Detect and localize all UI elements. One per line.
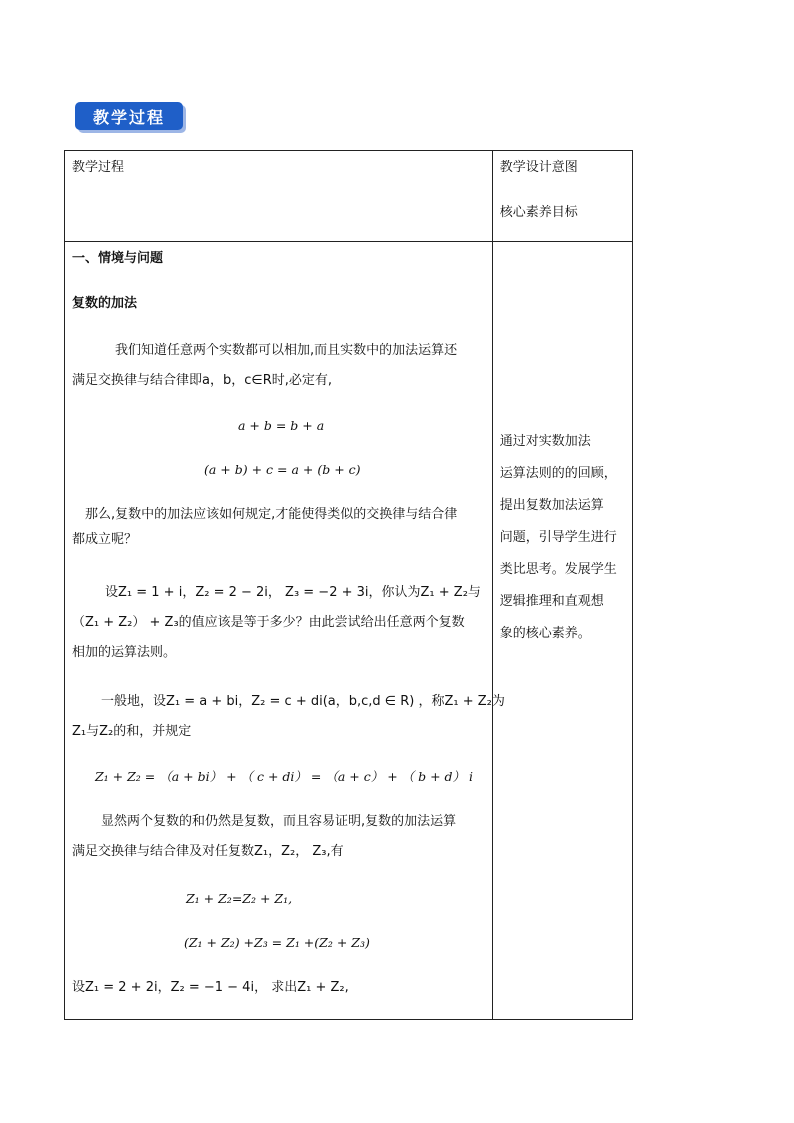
paragraph-3-line-2: （Z₁ + Z₂） + Z₃的值应该是等于多少？由此尝试给出任意两个复数 — [72, 615, 465, 630]
design-intent-line: 象的核心素养。 — [499, 626, 591, 641]
header-main-label: 教学过程 — [72, 160, 125, 175]
equation-complex-commutative: Z₁ + Z₂=Z₂ + Z₁, — [186, 891, 293, 906]
section-badge: 教学过程 — [75, 102, 183, 130]
equation-commutative: a + b = b + a — [238, 418, 325, 433]
equation-complex-associative: (Z₁ + Z₂) +Z₃ = Z₁ +(Z₂ + Z₃) — [184, 935, 370, 950]
header-main-cell — [65, 151, 493, 242]
table-header-row — [65, 151, 633, 242]
paragraph-2-line-2: 都成立呢？ — [72, 532, 138, 547]
paragraph-4-line-2: Z₁与Z₂的和，并规定 — [72, 724, 192, 739]
body-main-cell — [65, 242, 505, 1020]
paragraph-5-line-2: 满足交换律与结合律及对任复数Z₁，Z₂， Z₃,有 — [72, 844, 344, 859]
paragraph-5-line-1: 显然两个复数的和仍然是复数，而且容易证明,复数的加法运算 — [101, 814, 457, 829]
design-intent-line: 逻辑推理和直观想 — [499, 594, 604, 609]
paragraph-6: 设Z₁ = 2 + 2i，Z₂ = −1 − 4i， 求出Z₁ + Z₂, — [72, 980, 349, 995]
paragraph-2-line-1: 那么,复数中的加法应该如何规定,才能使得类似的交换律与结合律 — [85, 507, 458, 522]
equation-addition-rule: Z₁ + Z₂ = （a + bi） + （ c + di） = （a + c） + （ b + d） i — [95, 769, 474, 784]
design-intent-line: 提出复数加法运算 — [499, 498, 604, 513]
paragraph-3-line-3: 相加的运算法则。 — [72, 645, 177, 660]
lesson-table — [64, 150, 633, 1020]
paragraph-1-line-2: 满足交换律与结合律即a，b，c∈R时,必定有, — [72, 373, 332, 388]
table-body-row — [65, 242, 633, 1020]
body-side-cell — [492, 242, 632, 1020]
section-heading: 一、情境与问题 — [72, 251, 164, 266]
design-intent-line: 问题，引导学生进行 — [499, 530, 617, 545]
paragraph-3-line-1: 设Z₁ = 1 + i，Z₂ = 2 − 2i， Z₃ = −2 + 3i，你认为Z₁ + Z₂与 — [105, 585, 481, 600]
design-intent-line: 类比思考。发展学生 — [499, 562, 617, 577]
paragraph-4-line-1: 一般地，设Z₁ = a + bi，Z₂ = c + di(a，b,c,d ∈ R) ，称Z₁ + Z₂为 — [101, 694, 505, 709]
design-intent-note — [500, 426, 628, 650]
sub-heading: 复数的加法 — [72, 296, 138, 311]
header-side-label-2: 核心素养目标 — [499, 205, 578, 220]
header-side-cell — [492, 151, 632, 242]
equation-associative: (a + b) + c = a + (b + c) — [204, 462, 361, 477]
header-side-label-1: 教学设计意图 — [499, 160, 578, 175]
paragraph-1-line-1: 我们知道任意两个实数都可以相加,而且实数中的加法运算还 — [115, 343, 458, 358]
design-intent-line: 运算法则的的回顾， — [499, 466, 617, 481]
design-intent-line: 通过对实数加法 — [499, 434, 591, 449]
